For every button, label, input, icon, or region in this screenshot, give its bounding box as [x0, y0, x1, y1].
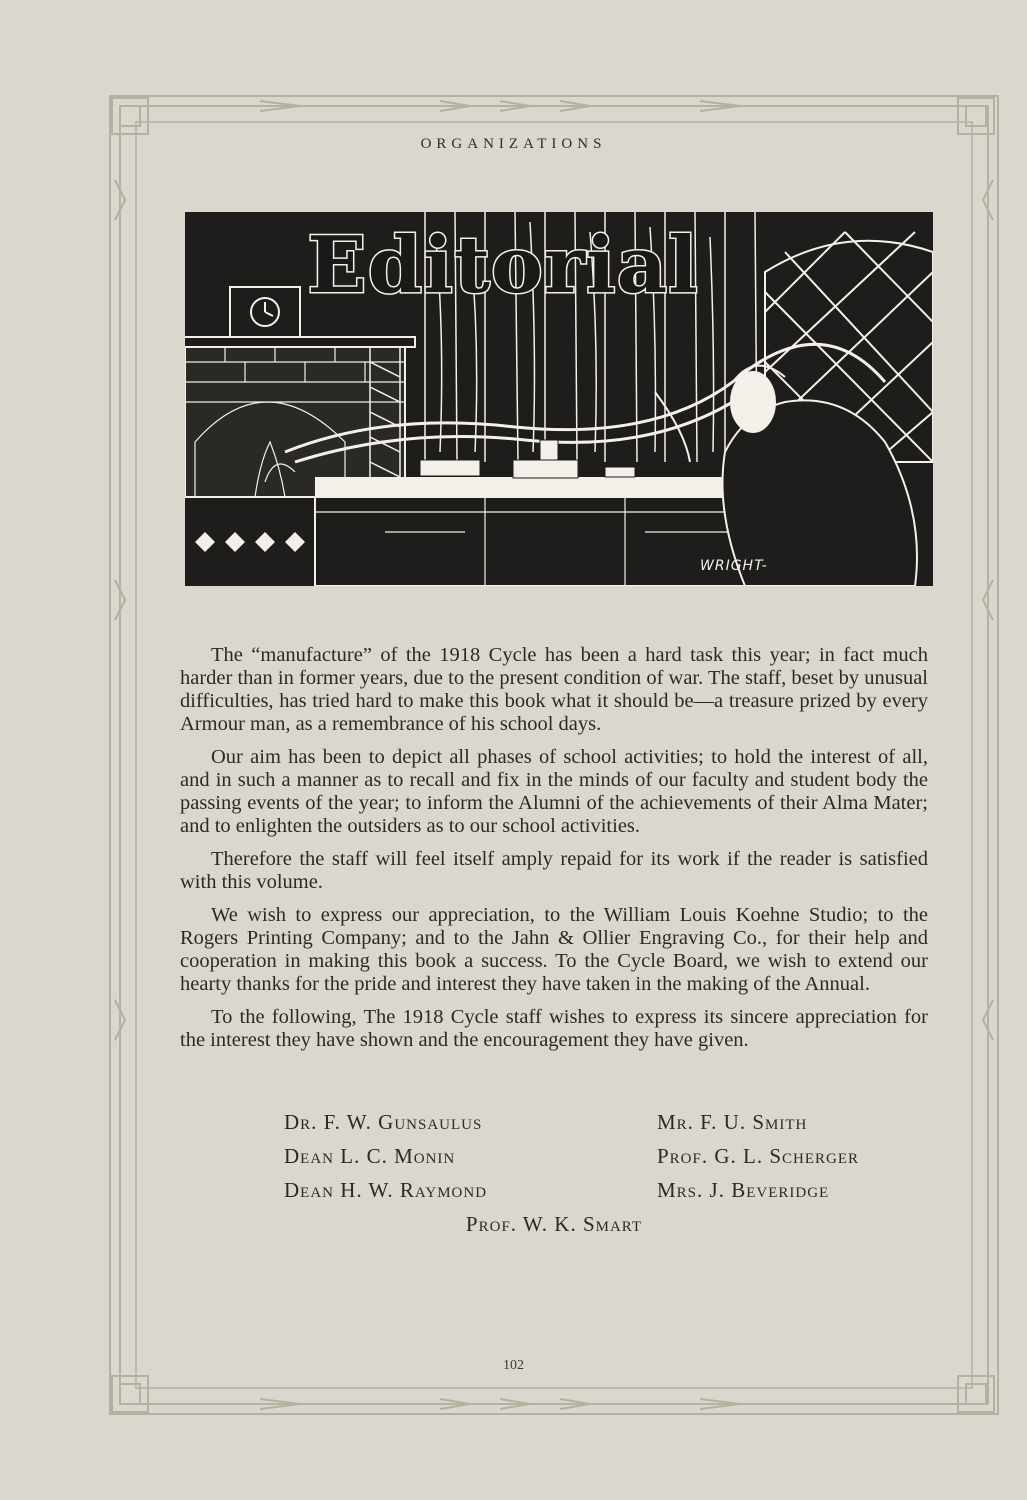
- paragraph: Therefore the staff will feel itself amply repaid for its work if the reader is satisfied with this volume.: [180, 848, 928, 893]
- name-entry: Mr. F. U. Smith: [657, 1110, 808, 1134]
- name-entry: Prof. W. K. Smart: [465, 1212, 643, 1236]
- editorial-text: [180, 644, 928, 1062]
- acknowledgement-names: [180, 1110, 928, 1246]
- illustration-title: Editorial: [307, 220, 699, 311]
- name-entry: Dean H. W. Raymond: [284, 1178, 488, 1202]
- paragraph: Our aim has been to depict all phases of school activities; to hold the interest of all, and in such a manner as to recall and fix in the minds of our faculty and student body the passing events of the year; to inform the Alumni of the achievements of their Alma Mater; and to enlighten the outsiders as to our school activities.: [180, 746, 928, 837]
- illustration-signature: WRIGHT-: [700, 558, 768, 574]
- paragraph: To the following, The 1918 Cycle staff wishes to express its sincere appreciation for the interest they have shown and the encouragement they have given.: [180, 1006, 928, 1051]
- paragraph: We wish to express our appreciation, to the William Louis Koehne Studio; to the Rogers Printing Company; and to the Jahn & Ollier Engraving Co., for their help and cooperation in making this book a success. To the Cycle Board, we wish to extend our hearty thanks for the pride and interest they have taken in the making of the Annual.: [180, 904, 928, 995]
- paragraph: The “manufacture” of the 1918 Cycle has been a hard task this year; in fact much harder than in former years, due to the present condition of war. The staff, beset by unusual difficulties, has tried hard to make this book what it should be—a treasure prized by every Armour man, as a remembrance of his school days.: [180, 644, 928, 735]
- page-number: 102: [503, 1358, 524, 1373]
- name-entry: Mrs. J. Beveridge: [657, 1178, 830, 1202]
- name-entry: Dean L. C. Monin: [284, 1144, 456, 1168]
- section-heading: ORGANIZATIONS: [420, 136, 607, 152]
- name-entry: Dr. F. W. Gunsaulus: [284, 1110, 483, 1134]
- name-entry: Prof. G. L. Scherger: [657, 1144, 860, 1168]
